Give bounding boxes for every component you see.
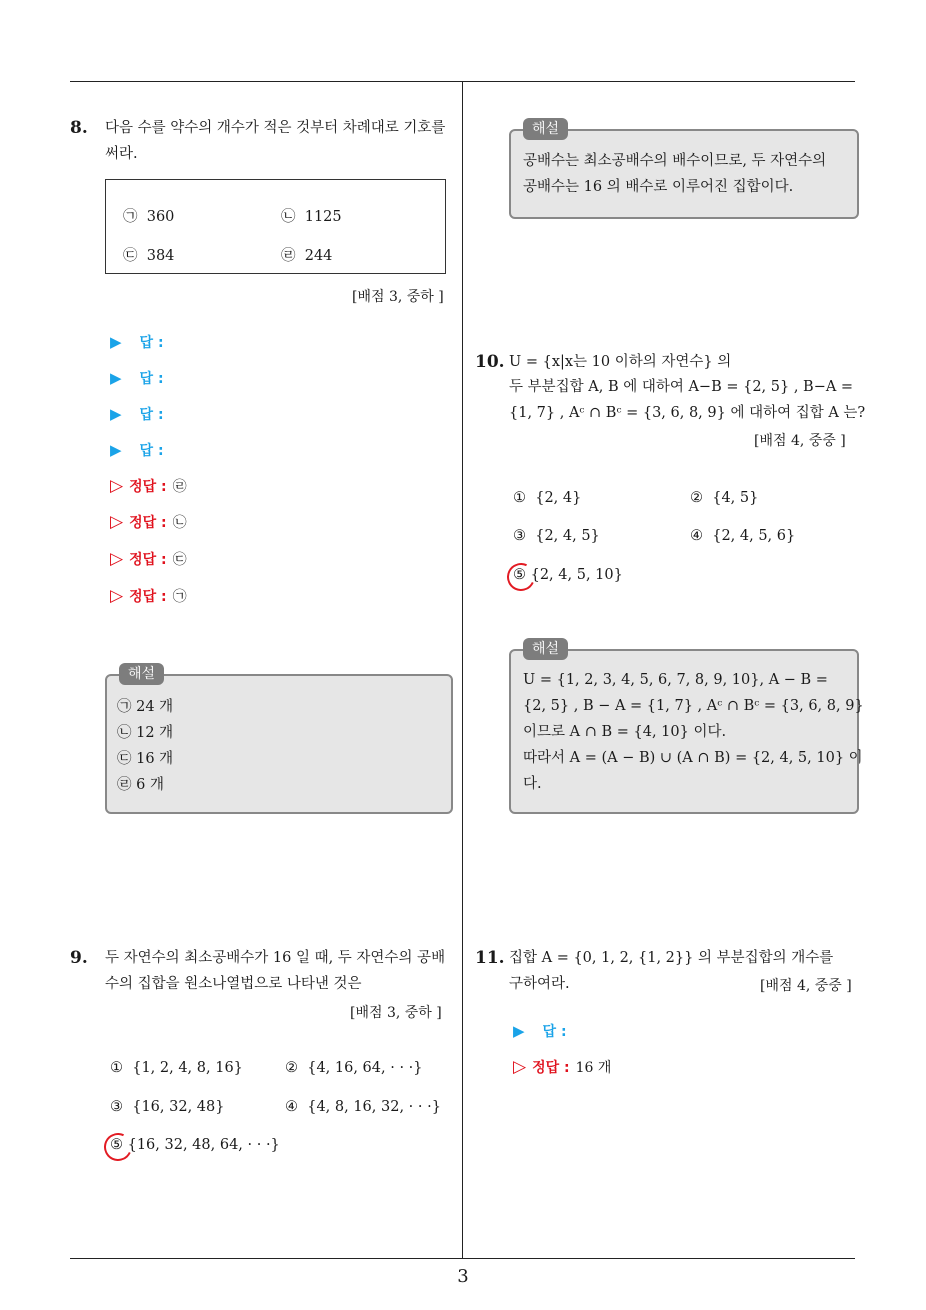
answer-circle-mark <box>503 559 539 595</box>
question-number: 9. <box>70 948 88 968</box>
solution-tag: 해설 <box>523 118 568 140</box>
option-2: ② {4, 5} <box>690 490 759 506</box>
question-text: 수의 집합을 원소나열법으로 나타낸 것은 <box>105 976 362 992</box>
option-1: ① {1, 2, 4, 8, 16} <box>110 1060 243 1076</box>
answer-row: ▶ 답 : <box>513 1022 567 1040</box>
answer-arrow-icon: ▶ <box>110 405 122 423</box>
question-number: 11. <box>475 948 505 968</box>
option-1: ① {2, 4} <box>513 490 582 506</box>
correct-arrow-icon: ▷ <box>110 549 124 569</box>
answer-row: ▶ 답 : <box>110 441 164 459</box>
option-4: ④ {2, 4, 5, 6} <box>690 528 796 544</box>
score-label: [배점 3, 중하 ] <box>350 1005 442 1021</box>
question-text: 다음 수를 약수의 개수가 적은 것부터 차례대로 기호를 <box>105 120 446 136</box>
choice-item: ㉢ 384 <box>123 248 175 264</box>
solution-line: {2, 5} , B − A = {1, 7} , Aᶜ ∩ Bᶜ = {3, 6, 8, 9} <box>523 698 864 714</box>
option-5: ⑤ {16, 32, 48, 64, · · ·} <box>110 1137 280 1153</box>
correct-answer-row: ▷ 정답 : 16 개 <box>513 1057 612 1077</box>
score-label: [배점 4, 중중 ] <box>760 978 852 994</box>
question-text: {1, 7} , Aᶜ ∩ Bᶜ = {3, 6, 8, 9} 에 대하여 집합 A 는? <box>509 405 866 421</box>
choice-box <box>105 179 446 274</box>
column-divider <box>462 82 463 1258</box>
solution-line: 공배수는 최소공배수의 배수이므로, 두 자연수의 <box>523 153 827 169</box>
question-text: 두 부분집합 A, B 에 대하여 A−B = {2, 5} , B−A = <box>509 379 854 395</box>
solution-line: 다. <box>523 776 542 792</box>
answer-row: ▶ 답 : <box>110 369 164 387</box>
question-text: 구하여라. <box>509 976 570 992</box>
option-3: ③ {16, 32, 48} <box>110 1099 225 1115</box>
solution-line: 따라서 A = (A − B) ∪ (A ∩ B) = {2, 4, 5, 10} 이 <box>523 750 863 766</box>
solution-line: U = {1, 2, 3, 4, 5, 6, 7, 8, 9, 10}, A − B = <box>523 672 828 688</box>
solution-line: ㉡ 12 개 <box>117 725 174 741</box>
option-5: ⑤ {2, 4, 5, 10} <box>513 567 623 583</box>
solution-line: ㉢ 16 개 <box>117 751 174 767</box>
question-number: 8. <box>70 118 88 138</box>
correct-answer-row: ▷ 정답 : ㉡ <box>110 512 187 532</box>
solution-box <box>105 666 453 814</box>
solution-line: ㉠ 24 개 <box>117 699 174 715</box>
correct-answer-row: ▷ 정답 : ㉠ <box>110 586 187 606</box>
choice-item: ㉠ 360 <box>123 209 175 225</box>
choice-item: ㉣ 244 <box>281 248 333 264</box>
answer-arrow-icon: ▶ <box>110 441 122 459</box>
solution-line: ㉣ 6 개 <box>117 777 164 793</box>
choice-item: ㉡ 1125 <box>281 209 342 225</box>
answer-arrow-icon: ▶ <box>513 1022 525 1040</box>
answer-arrow-icon: ▶ <box>110 369 122 387</box>
page-number: 3 <box>457 1266 469 1287</box>
option-3: ③ {2, 4, 5} <box>513 528 600 544</box>
correct-arrow-icon: ▷ <box>110 476 124 496</box>
answer-row: ▶ 답 : <box>110 333 164 351</box>
question-text: 써라. <box>105 146 138 162</box>
bottom-rule <box>70 1258 855 1259</box>
correct-arrow-icon: ▷ <box>513 1057 527 1077</box>
score-label: [배점 4, 중중 ] <box>754 433 846 449</box>
correct-answer-row: ▷ 정답 : ㉣ <box>110 476 187 496</box>
solution-line: 공배수는 16 의 배수로 이루어진 집합이다. <box>523 179 794 195</box>
question-number: 10. <box>475 352 505 372</box>
score-label: [배점 3, 중하 ] <box>352 289 444 305</box>
correct-answer-row: ▷ 정답 : ㉢ <box>110 549 187 569</box>
question-text: 집합 A = {0, 1, 2, {1, 2}} 의 부분집합의 개수를 <box>509 950 834 966</box>
answer-arrow-icon: ▶ <box>110 333 122 351</box>
correct-arrow-icon: ▷ <box>110 512 124 532</box>
solution-box <box>509 641 864 814</box>
solution-tag: 해설 <box>523 638 568 660</box>
answer-circle-mark <box>100 1129 136 1165</box>
option-2: ② {4, 16, 64, · · ·} <box>285 1060 423 1076</box>
question-text: 두 자연수의 최소공배수가 16 일 때, 두 자연수의 공배 <box>105 950 446 966</box>
solution-line: 이므로 A ∩ B = {4, 10} 이다. <box>523 724 727 740</box>
question-text: U = {x|x는 10 이하의 자연수} 의 <box>509 354 732 370</box>
answer-row: ▶ 답 : <box>110 405 164 423</box>
option-4: ④ {4, 8, 16, 32, · · ·} <box>285 1099 441 1115</box>
solution-tag: 해설 <box>119 663 164 685</box>
solution-box <box>509 121 859 219</box>
correct-arrow-icon: ▷ <box>110 586 124 606</box>
